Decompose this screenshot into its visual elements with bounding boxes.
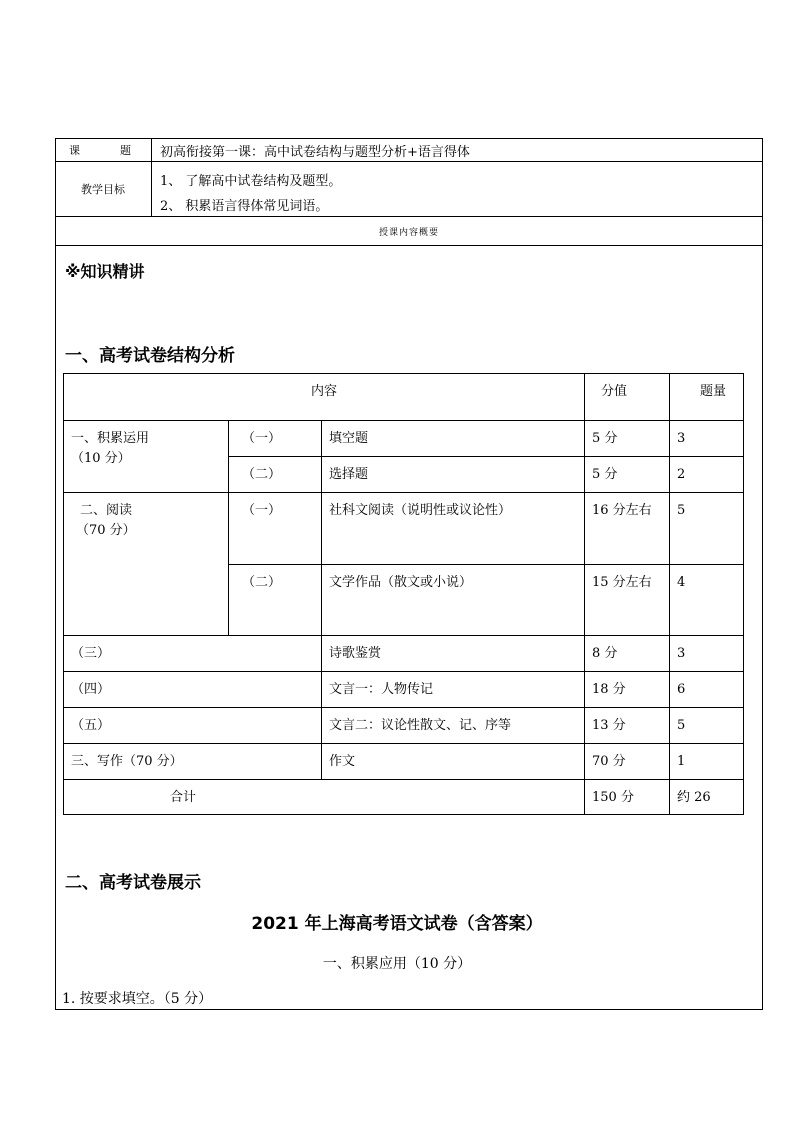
- topic-row: [55, 138, 763, 162]
- goal-item-2: 2、 积累语言得体常见词语。: [160, 199, 329, 214]
- r3-type-cell: [321, 492, 585, 565]
- head-content: 内容: [310, 384, 337, 399]
- group2-title: 二、阅读: [80, 503, 133, 518]
- total-label-cell: [63, 779, 585, 815]
- r4-type-cell: [321, 564, 585, 636]
- r2-count-cell: [669, 456, 744, 493]
- r7-score: 13 分: [592, 718, 626, 733]
- r6-count-cell: [669, 671, 744, 708]
- r3-sub: （一）: [242, 503, 282, 518]
- r4-type: 文学作品（散文或小说）: [329, 575, 473, 590]
- goal-label: 教学目标: [55, 162, 152, 216]
- r8-count: 1: [677, 754, 686, 769]
- r1-sub: （一）: [242, 431, 282, 446]
- r5-score-cell: [584, 635, 670, 672]
- group1-score: （10 分）: [71, 451, 131, 467]
- r5-type: 诗歌鉴赏: [329, 646, 382, 661]
- r2-type: 选择题: [329, 467, 369, 482]
- r2-score-cell: [584, 456, 670, 493]
- head-count: 题量: [700, 384, 727, 399]
- r7-score-cell: [584, 707, 670, 744]
- r3-score: 16 分左右: [592, 503, 652, 518]
- topic-label: 课 题: [55, 138, 152, 161]
- topic-value: 初高衔接第一课：高中试卷结构与题型分析+语言得体: [160, 145, 470, 160]
- r8-count-cell: [669, 743, 744, 780]
- r5-sub: （三）: [71, 646, 111, 661]
- structure-table: [63, 373, 744, 815]
- r8-score: 70 分: [592, 754, 626, 769]
- head-score: 分值: [601, 384, 628, 399]
- r7-sub: （五）: [71, 718, 111, 733]
- r1-count-cell: [669, 420, 744, 457]
- r4-count-cell: [669, 564, 744, 636]
- r5-score: 8 分: [592, 646, 618, 661]
- r7-type-cell: [321, 707, 585, 744]
- r8-score-cell: [584, 743, 670, 780]
- section2-title: 二、高考试卷展示: [65, 873, 201, 893]
- r4-sub: （二）: [242, 575, 282, 590]
- group1-cell: [63, 420, 229, 493]
- r3-sub-cell: [228, 492, 322, 565]
- r8-sub-cell: [63, 743, 322, 780]
- section1-title: 一、高考试卷结构分析: [65, 346, 235, 366]
- total-score: 150 分: [592, 790, 634, 805]
- r8-sub: 三、写作（70 分）: [71, 754, 183, 769]
- r7-count-cell: [669, 707, 744, 744]
- r4-count: 4: [677, 575, 686, 590]
- r1-sub-cell: [228, 420, 322, 457]
- r6-type: 文言一：人物传记: [329, 682, 434, 697]
- r3-count: 5: [677, 503, 686, 518]
- r6-score: 18 分: [592, 682, 626, 697]
- total-label: 合计: [170, 790, 197, 805]
- exam-title: 2021 年上海高考语文试卷（含答案）: [251, 914, 543, 934]
- group2-score: （70 分）: [76, 523, 136, 539]
- r4-score: 15 分左右: [592, 575, 652, 590]
- group2-cell: [63, 492, 229, 636]
- r6-sub: （四）: [71, 682, 111, 697]
- head-count-cell: [669, 373, 744, 421]
- r6-sub-cell: [63, 671, 322, 708]
- summary-label: 授课内容概要: [378, 228, 439, 238]
- r1-type-cell: [321, 420, 585, 457]
- r8-type: 作文: [329, 754, 356, 769]
- r2-count: 2: [677, 467, 686, 482]
- r3-score-cell: [584, 492, 670, 565]
- r1-score: 5 分: [592, 431, 618, 446]
- r6-type-cell: [321, 671, 585, 708]
- r1-count: 3: [677, 431, 686, 446]
- goal-item-1: 1、 了解高中试卷结构及题型。: [160, 174, 342, 189]
- r5-count: 3: [677, 646, 686, 661]
- r2-type-cell: [321, 456, 585, 493]
- question-1: 1. 按要求填空。（5 分）: [62, 991, 213, 1007]
- group1-title: 一、积累运用: [71, 431, 150, 446]
- r6-count: 6: [677, 682, 686, 697]
- total-score-cell: [584, 779, 670, 815]
- total-count-cell: [669, 779, 744, 815]
- r7-count: 5: [677, 718, 686, 733]
- r5-count-cell: [669, 635, 744, 672]
- r7-sub-cell: [63, 707, 322, 744]
- r5-type-cell: [321, 635, 585, 672]
- total-count: 约 26: [677, 790, 711, 805]
- exam-part: 一、积累应用（10 分）: [322, 956, 472, 972]
- head-content-cell: [63, 373, 585, 421]
- r6-score-cell: [584, 671, 670, 708]
- r4-sub-cell: [228, 564, 322, 636]
- r2-sub-cell: [228, 456, 322, 493]
- r2-sub: （二）: [242, 467, 282, 482]
- goals-row: [55, 162, 763, 217]
- summary-row: [55, 217, 763, 246]
- r8-type-cell: [321, 743, 585, 780]
- r3-count-cell: [669, 492, 744, 565]
- knowledge-title: ※知识精讲: [65, 262, 145, 281]
- r7-type: 文言二：议论性散文、记、序等: [329, 718, 512, 733]
- r5-sub-cell: [63, 635, 322, 672]
- r1-type: 填空题: [329, 431, 369, 446]
- head-score-cell: [584, 373, 670, 421]
- r3-type: 社科文阅读（说明性或议论性）: [329, 503, 512, 518]
- r4-score-cell: [584, 564, 670, 636]
- r1-score-cell: [584, 420, 670, 457]
- r2-score: 5 分: [592, 467, 618, 482]
